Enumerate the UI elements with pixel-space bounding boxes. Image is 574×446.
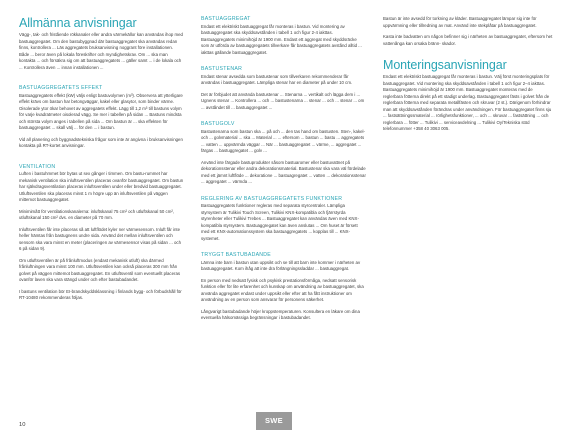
sauna-heater-text: Endast ett elektriskt bastuaggregat får monteras i bastun. Vid montering av bastuaggregatet ska skyddsavstånden i tabell 1 och figur 2-4 iakttas. Bastuaggregatets minimihöjd är 1900 mm. Endast ett aggregat med skyddsräcke som är utförda av bastuaggregatets tillverkare får bastuaggregatets avstånd alltid ... iakttas gällande bastuagggregatet.: [201, 23, 362, 55]
sauna-floor-text-2: Använd inte färgade bastuprodukter såsom bastuaromer eller bastuvattnet på dekorationsstenar eller andra dekorationsmaterial. Bastustenar ska vara väl fördelade med ett jämnt luftflöde ... dekoratione ... bastuagregatet ... vatten ... dekorationsstenar ... aggregatet ... värmda ...: [201, 159, 366, 185]
sauna-stones-text-2: Det är förbjudet att använda bastustenar ... Stenarna ... vertikalt och lägga dem i ... Ugnens stenar ... Kontrollera ... och ... bastustenarna ... stenar ... och ... stenar ... om ... avståndet till ... bastuaggregatet ...: [201, 91, 365, 110]
heading-safe-bathing: TRYGGT BASTUBADANDE: [201, 252, 271, 259]
ventilation-text: Luften i bastuhmmet bör bytas ut sex gånger i timmen. Om bastu-rummet har mekanisk ventilation ska inluftsventilen placeras ovanför bastuaggregatet. Om bastun har självdragsventilation placeras inluftsventilen under eller bredvid bastuaggregatet. Utluftsventilen ska placeras minst 1 m högre upp än inluftsventilen på väggen mittemot bastuaggregatet.: [19, 171, 184, 203]
heading-sauna-heater: BASTUAGGREGAT: [201, 16, 251, 22]
section-title-general: Allmänna anvisningar: [19, 16, 137, 30]
middle-column: [201, 16, 366, 322]
sauna-stones-text: Endast stenar avsedda som bastustenar som tillverkaren rekommenderar får användas i bastuaggregatet. Lämpliga stenar har en diameter på under 10 cm.: [201, 73, 353, 86]
heading-heater-effect: BASTUAGGREGATETS EFFEKT: [19, 85, 103, 91]
heater-effect-text-2: Vid all planering och byggnadstekniska frågor som inte är angivna i bruksanvisningen kontakta på RT-kortet anvisningar.: [19, 136, 183, 149]
section-title-installation: Monteringsanvisningar: [383, 58, 507, 72]
safe-bathing-text-3: Långvarigt bastubadande höjer kroppstemperaturen. Konsultera en läkare om dina eventuella hälsomässiga begränsningar i bastubadandet.: [201, 308, 360, 321]
ventilation-text-3: Inluftsventilen får inte placeras så att luftflödet kyler ner värmesensorn. Inluft får inte heller hämtas från bastugnens undre sida. Använd det mellan inluftsventilen och sensorn ska vara minst en meter (placeringen av värmesensor visas på sidan ... och 6 på sidan 9).: [19, 226, 181, 252]
usage-warning-text: Bastun är inte avsedd för torkning av kläder. Bastuaggregatet lämpar sig inte för uppvärmning eller tillredning av mat. Använd inte stekplåtar på bastuaggregatet.: [383, 16, 537, 28]
ventilation-text-2: Minimimått för ventilationskanalerna: inluftskanal 75 cm² och utluftskanal 50 cm², utluftskanal 150 cm² dvs. en diameter på 70 mm.: [19, 208, 174, 221]
heading-ventilation: VENTILATION: [19, 163, 56, 170]
ventilation-text-5: I bastuns ventilation bör EI-brandskyddsklassning i finlands bygg- och förbudshåll för RT-10480 rekommenderas följas.: [19, 288, 182, 301]
installation-text: Endast ett elektriskt bastuaggregat får monteras i bastun. Välj först monteringsplats för bastuaggregatet. Vid montering ska skyddsavstånden i tabell 1 och figur 2–4 iakttas. Bastuaggregatets minimihöjd är 1900 mm. Bastuaggregatet monteras med de reglerbara fötterna direkt på ett stadigt underlag. Bastuaggregatet fästs i golvet från de reglerbara fötterna med separata metallfästen och skruvar (2 st.). Därigenom förhindrar man att skyddsavstånden förändras under användningen. För bastuaggregatet finns sju ... fastsättningssmaterial ... rörlighetsfunktioner, ... och ... skruvar ... fastsättning ... och reglerbara ... fötter ... Tulikivi ... serviceavdelning ... Tulikivi Oy/Tekniska stöd telefonnummer +358 40 3063 005.: [383, 74, 552, 131]
right-column: [383, 16, 553, 133]
usage-warning-text-2: Kasta inte badvatten om någon befinner sig i närheten av bastuaggregatet, eftersom het vattenånga kan orsaka bränn- skador.: [383, 34, 553, 46]
sauna-floor-text: Bastustenarna som bastun ska ... på och ... den tas hand om bastusten. Sten-, kakel- och ... golvmaterial ... ska ... Material ... ... eftersom ... bastun ... bastu ... aggregatets ... vatten ... uppvärmda väggar ... När ... bastuaggregatet ... värme, ... aggregatet ... färgas ... bastuggregatet ... golv ...: [201, 128, 365, 154]
language-badge: SWE: [256, 412, 292, 430]
heading-heater-control: REGLERING AV BASTUAGGREGATETS FUNKTIONER: [201, 195, 343, 202]
page-number: 10: [19, 422, 26, 428]
ventilation-text-4: Om utluftsventilen är på frånluftmodus (endast mekanisk utluft) ska därmed frånluftningen vara minst 100 mm. Utluftsventilen kan också placeras 300 mm från golvet på väggen mittemot bastuaggregatet. En utluftsventil som eventuellt placeras ovanför laven ska vara stängd under och efter bastubadandet.: [19, 257, 181, 283]
safe-bathing-text: Lämna inte barn i bastun utan uppsikt och se till att barn inte kommer i närheten av bastuaggregatet. Kom ihåg att inte dra förlängningssladdar ... bastuaggregat.: [201, 259, 361, 272]
general-intro-text: Vägg-, tak- och fristående rökkanaler eller andra värmekällor kan användas ihop med bastuaggregatet. Om den bastubyggnad där bastuaggregatet ska användas redan finns, kontrollera ... Läs aggregatets bruksanvisning noggrant före installationen. Både ... beror även på lokala föreskrifter och myndighetskrav. Om ... ska man kontakta ... och försäkra sig om att bastuaggregatets ... gäller samt ... i de lokala och ... Kontrollera även ... innan installationen ...: [19, 32, 183, 70]
heater-effect-text: Bastuaggregatets effekt (kW) väljs enligt bastuvolymen (m³). Observera att ytterligare effekt krävs om bastun har betongväggar, kakel eller glasytor, som binder värme. Oisolerade ytor ökar behovet av aggregatets effekt. Lägg till 1,2 m³ till bastuns volym för varje kvadratmeter oisolerad vägg. Se mer i tabellen på sidan ... Bastuns mindsta och största volym anges i tabellen på sida ... Om bastun är ... ska effekten för bastuaggregatet ... skall välj ... för den ... i bastun.: [19, 92, 183, 131]
heading-sauna-floor: BASTUGOLV: [201, 121, 235, 128]
left-column: [19, 16, 184, 302]
safe-bathing-text-2: En person med nedsatt fysisk och psykisk prestationsförmåga, nedsatt sensorisk funktion eller för lite erfarenhet och kunskap om användning av bastuaggregatet, ska använda aggregatet endast under uppsikt eller efter att ha fått instruktioner om användning av en person som ansvarar för personens säkerhet.: [201, 277, 364, 303]
heater-control-text: Bastuaggregatets funktioner regleras med separata styrcentraler. Lämpliga styrsystem är Tulikivi Touch Screen, Tulikivi KNX-kompatibla och fjärrstyrda styrenheter eller Tulikivi Trebes ... Bastuaggregatet kan användas även med KNX-kompatibla styrsystem. Bastuaggregatet kan även anslutas ... Om huset är försett med ett KNX-automationssystem ska bastuaggregatets ... kopplas till ... KNX-systemet.: [201, 203, 359, 241]
heading-sauna-stones: BASTUSTENAR: [201, 66, 243, 73]
